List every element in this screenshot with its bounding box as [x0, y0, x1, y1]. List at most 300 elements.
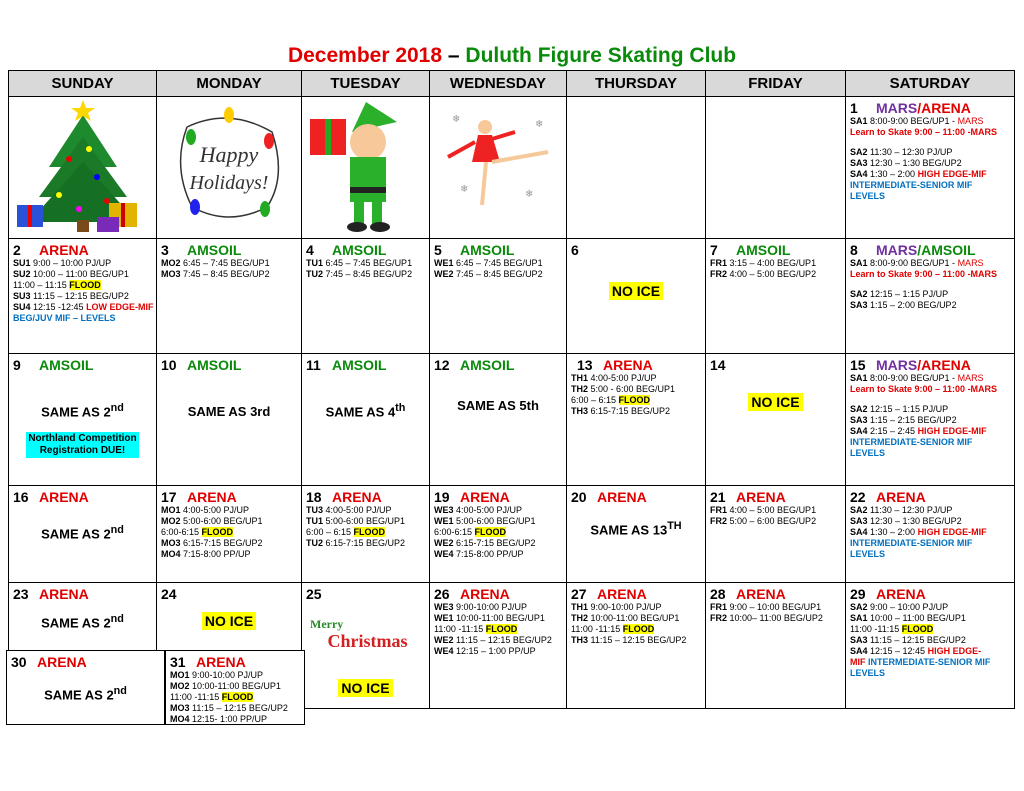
session-code: FR2 — [710, 613, 730, 623]
session-time: 5:00 – 6:00 BEG/UP2 — [729, 516, 817, 526]
ordinal-suffix: nd — [110, 524, 124, 536]
session-code: SA3 — [850, 415, 871, 425]
session-code: SA1 — [850, 373, 871, 383]
session-time: 4:00 – 5:00 BEG/UP2 — [729, 269, 817, 279]
session-code: TH2 — [571, 384, 591, 394]
no-ice-label: NO ICE — [338, 679, 392, 697]
session-code: SA1 — [850, 613, 871, 623]
session-code: SA2 — [850, 289, 871, 299]
christmas-tree-icon — [9, 97, 157, 238]
session-code: FR2 — [710, 516, 730, 526]
ordinal-suffix: TH — [667, 520, 682, 532]
session-time: 1:15 – 2:00 BEG/UP2 — [870, 300, 957, 310]
session-code: SA1 — [850, 258, 871, 268]
session-code: SA2 — [850, 602, 871, 612]
day-cell-30 — [6, 650, 165, 725]
session-code: TU3 — [306, 505, 326, 515]
session-time: 4:00 – 5:00 BEG/UP1 — [729, 505, 817, 515]
day-number: 2 — [13, 242, 21, 258]
session-code: TH1 — [571, 373, 591, 383]
weekday-thursday: THURSDAY — [567, 71, 706, 97]
session-time: 8:00-9:00 BEG/UP1 - — [870, 373, 958, 383]
same-as-text: SAME AS 2 — [41, 526, 111, 542]
day-cell-21 — [706, 486, 846, 583]
day-cell-empty — [567, 97, 706, 239]
figure-skater-icon — [430, 97, 567, 238]
day-cell-11 — [302, 354, 430, 486]
rink-name: ARENA — [736, 489, 786, 505]
session-time: 6:15-7:15 BEG/UP2 — [456, 538, 536, 548]
flood-time: 11:00 -11:15 — [434, 624, 486, 634]
session-time: 1:30 – 2:00 — [870, 169, 918, 179]
rink-name: ARENA — [876, 489, 926, 505]
session-time: 9:00-10:00 PJ/UP — [192, 670, 264, 680]
session-code: SA2 — [850, 147, 871, 157]
day-number: 28 — [710, 586, 726, 602]
flood-label: FLOOD — [221, 692, 254, 702]
rink-arena: /ARENA — [917, 100, 971, 116]
happy-holidays-lights-icon — [157, 97, 302, 238]
session-level: LEVELS — [850, 668, 886, 678]
day-cell-empty — [706, 97, 846, 239]
flood-label: FLOOD — [485, 624, 518, 634]
session-code: FR1 — [710, 602, 730, 612]
ordinal-suffix: nd — [110, 402, 124, 414]
day-number: 30 — [11, 654, 27, 670]
session-time: 7:45 – 8:45 BEG/UP2 — [456, 269, 543, 279]
rink-name: ARENA — [39, 242, 89, 258]
same-as-text: SAME AS 13 — [590, 522, 668, 538]
week-row-4 — [9, 486, 1015, 583]
session-time: 3:15 – 4:00 BEG/UP1 — [729, 258, 817, 268]
week-row-1 — [9, 97, 1015, 239]
weekday-saturday: SATURDAY — [846, 71, 1015, 97]
session-time: 7:45 – 8:45 BEG/UP2 — [183, 269, 270, 279]
day-number: 8 — [850, 242, 858, 258]
session-code: TH3 — [571, 406, 591, 416]
rink-name: AMSOIL — [39, 357, 94, 373]
session-code: SA2 — [850, 404, 871, 414]
flood-time: 11:00 -11:15 — [571, 624, 623, 634]
merry-christmas-art — [310, 617, 425, 650]
session-time: 9:00 – 10:00 PJ/UP — [33, 258, 112, 268]
session-code: WE4 — [434, 549, 457, 559]
session-time: 9:00-10:00 PJ/UP — [456, 602, 528, 612]
day-cell-14 — [706, 354, 846, 486]
rink-name: AMSOIL — [332, 242, 387, 258]
session-level: HIGH EDGE-MIF — [917, 169, 987, 179]
session-level: HIGH EDGE-MIF — [917, 527, 987, 537]
session-time: 4:00-5:00 PJ/UP — [590, 373, 657, 383]
rink-name: AMSOIL — [460, 242, 515, 258]
session-code: MO1 — [161, 505, 184, 515]
session-code: SA3 — [850, 158, 871, 168]
session-time: 6:15-7:15 BEG/UP2 — [183, 538, 263, 548]
week-row-3 — [9, 354, 1015, 486]
day-cell-6 — [567, 239, 706, 354]
session-code: MO3 — [161, 538, 184, 548]
session-code: SA4 — [850, 646, 871, 656]
session-code: FR2 — [710, 269, 730, 279]
session-code: FR1 — [710, 258, 730, 268]
session-code: WE1 — [434, 516, 457, 526]
session-code: SA3 — [850, 300, 871, 310]
session-code: FR1 — [710, 505, 730, 515]
weekday-friday: FRIDAY — [706, 71, 846, 97]
rink-name: ARENA — [187, 489, 237, 505]
day-number: 31 — [170, 654, 186, 670]
learn-to-skate-session: Learn to Skate 9:00 – 11:00 -MARS — [850, 127, 998, 137]
session-level: INTERMEDIATE-SENIOR MIF — [850, 180, 973, 190]
session-code: MO3 — [161, 269, 184, 279]
day-number: 15 — [850, 357, 866, 373]
weekday-tuesday: TUESDAY — [302, 71, 430, 97]
session-time: 7:15-8:00 PP/UP — [456, 549, 524, 559]
session-time: 10:00– 11:00 BEG/UP2 — [729, 613, 823, 623]
session-level: LEVELS — [850, 448, 886, 458]
session-time: 11:30 – 12:30 PJ/UP — [870, 147, 953, 157]
session-time: 11:30 – 12:30 PJ/UP — [870, 505, 953, 515]
flood-label: FLOOD — [622, 624, 655, 634]
same-as-text: SAME AS 2 — [44, 687, 114, 703]
rink-name: ARENA — [460, 489, 510, 505]
session-code: SU2 — [13, 269, 34, 279]
session-time: 6:15-7:15 BEG/UP2 — [590, 406, 671, 416]
session-time: 6:45 – 7:45 BEG/UP1 — [325, 258, 413, 268]
session-code: SA3 — [850, 516, 871, 526]
no-ice-label: NO ICE — [609, 282, 663, 300]
session-level: INTERMEDIATE-SENIOR MIF — [868, 657, 991, 667]
day-number: 10 — [161, 357, 177, 373]
session-code: WE2 — [434, 269, 457, 279]
session-code: TH2 — [571, 613, 591, 623]
rink-name: AMSOIL — [187, 242, 242, 258]
day-number: 20 — [571, 489, 587, 505]
week-row-2 — [9, 239, 1015, 354]
session-level: INTERMEDIATE-SENIOR MIF — [850, 437, 973, 447]
session-code: MO4 — [170, 714, 193, 724]
weekday-wednesday: WEDNESDAY — [430, 71, 567, 97]
session-rink: MARS — [957, 258, 984, 268]
session-time: 7:45 – 8:45 BEG/UP2 — [325, 269, 413, 279]
rink-name: ARENA — [603, 357, 653, 373]
day-cell-13 — [567, 354, 706, 486]
session-time: 5:00 - 6:00 BEG/UP1 — [590, 384, 676, 394]
day-cell-20 — [567, 486, 706, 583]
session-code: MO4 — [161, 549, 184, 559]
day-cell-17 — [157, 486, 302, 583]
session-code: MO2 — [161, 258, 184, 268]
rink-name: ARENA — [597, 489, 647, 505]
session-level: MIF — [850, 657, 868, 667]
day-number: 24 — [161, 586, 177, 602]
session-time: 10:00 – 11:00 BEG/UP1 — [33, 269, 129, 279]
session-time: 8:00-9:00 BEG/UP1 - — [870, 258, 958, 268]
rink-name: AMSOIL — [736, 242, 791, 258]
session-code: SA4 — [850, 527, 871, 537]
session-time: 8:00-9:00 BEG/UP1 - — [870, 116, 958, 126]
same-as-text: SAME AS 2 — [41, 404, 111, 420]
day-cell-27 — [567, 583, 706, 709]
rink-arena: /ARENA — [917, 357, 971, 373]
day-number: 27 — [571, 586, 587, 602]
rink-name: ARENA — [876, 586, 926, 602]
rink-mars: MARS — [876, 242, 918, 258]
same-as-text: SAME AS 5th — [457, 398, 539, 413]
calendar-grid — [8, 70, 1015, 709]
session-time: 10:00-11:00 BEG/UP1 — [456, 613, 545, 623]
session-time: 9:00 – 10:00 BEG/UP1 — [729, 602, 822, 612]
svg-text:❄: ❄ — [460, 184, 469, 195]
day-cell-9 — [9, 354, 157, 486]
session-rink: MARS — [957, 373, 984, 383]
session-code: SA3 — [850, 635, 871, 645]
day-number: 21 — [710, 489, 726, 505]
day-number: 9 — [13, 357, 21, 373]
learn-to-skate-session: Learn to Skate 9:00 – 11:00 -MARS — [850, 269, 998, 279]
title-month: December 2018 — [287, 44, 443, 67]
session-level: LEVELS — [850, 549, 886, 559]
session-time: 6:45 – 7:45 BEG/UP1 — [456, 258, 543, 268]
session-code: MO1 — [170, 670, 193, 680]
rink-name: ARENA — [39, 586, 89, 602]
flood-time: 11:00 -11:15 — [170, 692, 222, 702]
session-code: TU2 — [306, 538, 326, 548]
weekday-sunday: SUNDAY — [9, 71, 157, 97]
day-number: 1 — [850, 100, 858, 116]
calendar-title — [0, 44, 1024, 68]
session-time: 1:15 – 2:15 BEG/UP2 — [870, 415, 957, 425]
day-cell-22 — [846, 486, 1015, 583]
weekday-monday: MONDAY — [157, 71, 302, 97]
day-cell-3 — [157, 239, 302, 354]
day-cell-2 — [9, 239, 157, 354]
session-code: SA4 — [850, 426, 871, 436]
session-level: BEG/JUV MIF – LEVELS — [13, 313, 116, 323]
svg-text:❄: ❄ — [525, 189, 534, 200]
rink-name: ARENA — [597, 586, 647, 602]
session-code: SU4 — [13, 302, 34, 312]
flood-time: 6:00-6:15 — [161, 527, 202, 537]
rink-name: ARENA — [39, 489, 89, 505]
session-code: WE3 — [434, 602, 457, 612]
session-time: 12:15 – 12:45 — [870, 646, 928, 656]
session-code: MO3 — [170, 703, 193, 713]
day-cell-1 — [846, 97, 1015, 239]
svg-text:❄: ❄ — [535, 119, 544, 130]
session-time: 12:15- 1:00 PP/UP — [192, 714, 268, 724]
session-level: INTERMEDIATE-SENIOR MIF — [850, 538, 973, 548]
day-number: 11 — [306, 357, 321, 373]
ordinal-suffix: nd — [110, 613, 124, 625]
day-number: 29 — [850, 586, 866, 602]
session-time: 12:15 – 1:00 PP/UP — [456, 646, 536, 656]
ordinal-suffix: th — [395, 402, 406, 414]
rink-name: AMSOIL — [187, 357, 242, 373]
flood-time: 11:00 – 11:15 — [13, 280, 70, 290]
session-time: 11:15 – 12:15 BEG/UP2 — [192, 703, 288, 713]
day-cell-10 — [157, 354, 302, 486]
title-dash: – — [442, 44, 466, 67]
day-cell-8 — [846, 239, 1015, 354]
session-time: 12:15 -12:45 — [33, 302, 87, 312]
session-code: SU1 — [13, 258, 34, 268]
session-time: 1:30 – 2:00 — [870, 527, 918, 537]
christmas-text: Christmas — [327, 631, 408, 651]
flood-label: FLOOD — [353, 527, 386, 537]
session-code: WE1 — [434, 613, 457, 623]
day-number: 22 — [850, 489, 866, 505]
ordinal-suffix: nd — [113, 685, 127, 697]
session-time: 11:15 – 12:15 BEG/UP2 — [590, 635, 687, 645]
day-number: 26 — [434, 586, 450, 602]
day-number: 25 — [306, 586, 322, 602]
day-number: 13 — [577, 357, 593, 373]
session-time: 12:15 – 1:15 PJ/UP — [870, 289, 949, 299]
rink-amsoil: /AMSOIL — [917, 242, 976, 258]
session-code: WE2 — [434, 538, 457, 548]
day-cell-18 — [302, 486, 430, 583]
session-time: 5:00-6:00 BEG/UP1 — [183, 516, 263, 526]
svg-text:Holidays!: Holidays! — [189, 172, 269, 194]
rink-mars: MARS — [876, 100, 918, 116]
day-number: 6 — [571, 242, 579, 258]
session-time: 12:15 – 1:15 PJ/UP — [870, 404, 949, 414]
session-time: 11:15 – 12:15 BEG/UP2 — [870, 635, 966, 645]
day-cell-25 — [302, 583, 430, 709]
session-time: 6:15-7:15 BEG/UP2 — [325, 538, 406, 548]
session-time: 10:00-11:00 BEG/UP1 — [192, 681, 281, 691]
day-cell-5 — [430, 239, 567, 354]
session-level: LEVELS — [850, 191, 886, 201]
session-rink: MARS — [957, 116, 984, 126]
session-time: 5:00-6:00 BEG/UP1 — [456, 516, 536, 526]
day-cell-4 — [302, 239, 430, 354]
day-cell-16 — [9, 486, 157, 583]
session-code: WE4 — [434, 646, 457, 656]
day-number: 19 — [434, 489, 450, 505]
no-ice-label: NO ICE — [748, 393, 802, 411]
flood-time: 11:00 -11:15 — [850, 624, 902, 634]
session-time: 11:15 – 12:15 BEG/UP2 — [456, 635, 552, 645]
weekday-header-row — [9, 71, 1015, 97]
session-code: SA1 — [850, 116, 871, 126]
session-time: 10:00-11:00 BEG/UP1 — [590, 613, 680, 623]
same-as-text: SAME AS 3rd — [187, 404, 271, 419]
day-cell-empty — [157, 97, 302, 239]
flood-label: FLOOD — [201, 527, 234, 537]
day-cell-29 — [846, 583, 1015, 709]
rink-name: ARENA — [460, 586, 510, 602]
session-code: WE1 — [434, 258, 457, 268]
same-as-note — [9, 402, 156, 419]
session-time: 4:00-5:00 PJ/UP — [183, 505, 250, 515]
svg-text:Happy: Happy — [199, 142, 259, 167]
svg-text:❄: ❄ — [452, 114, 461, 125]
flood-label: FLOOD — [69, 280, 101, 290]
session-time: 9:00-10:00 PJ/UP — [590, 602, 662, 612]
session-time: 12:30 – 1:30 BEG/UP2 — [870, 158, 962, 168]
rink-name: AMSOIL — [460, 357, 515, 373]
day-cell-12 — [430, 354, 567, 486]
session-time: 9:00 – 10:00 PJ/UP — [870, 602, 949, 612]
day-number: 7 — [710, 242, 718, 258]
rink-mars: MARS — [876, 357, 918, 373]
session-code: MO2 — [161, 516, 184, 526]
rink-name: ARENA — [196, 654, 246, 670]
day-cell-15 — [846, 354, 1015, 486]
session-code: TH3 — [571, 635, 591, 645]
session-time: 7:15-8:00 PP/UP — [183, 549, 251, 559]
day-cell-empty — [430, 97, 567, 239]
day-cell-empty — [302, 97, 430, 239]
title-club: Duluth Figure Skating Club — [465, 44, 737, 67]
day-cell-31 — [165, 650, 305, 725]
registration-notice — [26, 432, 138, 458]
flood-time: 6:00-6:15 — [434, 527, 475, 537]
flood-label: FLOOD — [901, 624, 934, 634]
notice-line-1: Northland Competition — [28, 433, 137, 444]
day-number: 12 — [434, 357, 450, 373]
session-code: MO2 — [170, 681, 193, 691]
flood-time: 6:00 – 6:15 — [571, 395, 619, 405]
learn-to-skate-session: Learn to Skate 9:00 – 11:00 -MARS — [850, 384, 998, 394]
session-code: TU2 — [306, 269, 326, 279]
flood-label: FLOOD — [474, 527, 507, 537]
session-time: 12:30 – 1:30 BEG/UP2 — [870, 516, 962, 526]
day-number: 17 — [161, 489, 177, 505]
day-cell-28 — [706, 583, 846, 709]
day-number: 3 — [161, 242, 169, 258]
session-code: WE3 — [434, 505, 457, 515]
day-number: 5 — [434, 242, 442, 258]
rink-name: ARENA — [37, 654, 87, 670]
session-code: TH1 — [571, 602, 591, 612]
session-code: SU3 — [13, 291, 34, 301]
session-time: 10:00 – 11:00 BEG/UP1 — [870, 613, 966, 623]
day-cell-empty — [9, 97, 157, 239]
day-number: 23 — [13, 586, 29, 602]
same-as-text: SAME AS 2 — [41, 615, 111, 631]
session-code: SA4 — [850, 169, 871, 179]
flood-time: 6:00 – 6:15 — [306, 527, 354, 537]
rink-name: ARENA — [332, 489, 382, 505]
day-number: 18 — [306, 489, 322, 505]
session-code: SA2 — [850, 505, 871, 515]
session-level: HIGH EDGE- — [927, 646, 982, 656]
session-time: 11:15 – 12:15 BEG/UP2 — [33, 291, 129, 301]
same-as-text: SAME AS 4 — [325, 404, 396, 420]
session-time: 4:00-5:00 PJ/UP — [325, 505, 392, 515]
session-time: 4:00-5:00 PJ/UP — [456, 505, 523, 515]
session-level: LOW EDGE-MIF — [86, 302, 154, 312]
day-number: 14 — [710, 357, 726, 373]
session-time: 5:00-6:00 BEG/UP1 — [325, 516, 406, 526]
session-time: 2:15 – 2:45 — [870, 426, 918, 436]
day-number: 16 — [13, 489, 29, 505]
session-time: 6:45 – 7:45 BEG/UP1 — [183, 258, 270, 268]
elf-with-gift-icon — [302, 97, 430, 238]
rink-name: ARENA — [736, 586, 786, 602]
day-cell-26 — [430, 583, 567, 709]
day-cell-19 — [430, 486, 567, 583]
day-cell-7 — [706, 239, 846, 354]
session-code: TU1 — [306, 516, 326, 526]
notice-line-2: Registration DUE! — [39, 445, 126, 456]
rink-name: AMSOIL — [332, 357, 387, 373]
merry-text: Merry — [310, 617, 344, 631]
no-ice-label: NO ICE — [202, 612, 256, 630]
